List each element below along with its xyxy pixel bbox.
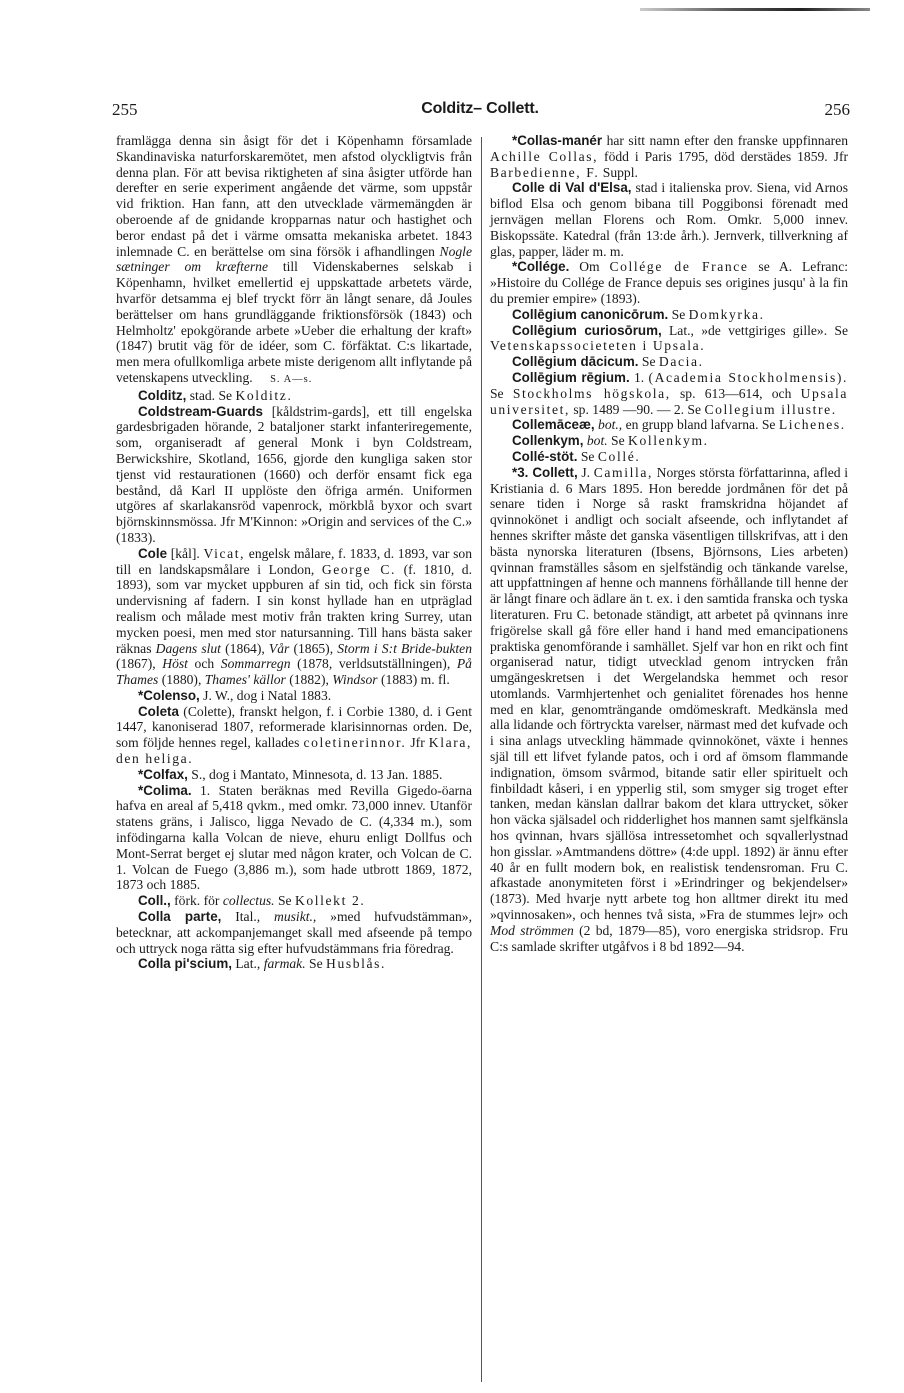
entry-text: se A. Lefranc: »Histoire du Collége de France depuis ses origines jusqu' à la fin du premier empire» (1893).	[490, 259, 849, 306]
headword: *Colenso,	[138, 687, 200, 703]
entry-text: förk. för	[174, 893, 220, 909]
spaced-name: George C.	[321, 561, 397, 577]
entry-text: (2 bd, 1879—85), voro energiska stridsrop. Fru C:s samlade skrifter utgåfvos i 8 bd 1892—94.	[490, 922, 849, 954]
entry-text: och	[194, 656, 215, 672]
entry-collegium-regium	[490, 370, 848, 417]
entry-text: Se	[490, 385, 504, 401]
entry-text: (1867),	[116, 656, 156, 672]
entry-text: 1. Staten beräknas med Revilla Gigedo-öarna hafva en areal af 5,418 qvkm., med omkr. 73,000 innev. Utanför statens gräns, i Jalisco, ligga Nevado de C. (4,334 m.), som infödingarna kalla Volcan de nieve, ehuru enligt Dollfus och Mont-Serrat berget ej slutar med någon krater, och Volcan de C. 1. Volcan de Fuego (3,886 m.), som hade utbrott 1869, 1872, 1873 och 1885.	[116, 782, 472, 893]
headword: *Collas-manér	[512, 133, 603, 148]
author-signature: S. A—s.	[270, 373, 313, 385]
entry-text: [kål].	[170, 545, 200, 561]
cross-reference: Collé.	[597, 448, 641, 464]
abbreviation: collectus.	[222, 893, 275, 909]
entry-colle-stot	[490, 449, 848, 465]
cross-reference: Dacia.	[658, 354, 704, 370]
entry-text: S., dog i Mantato, Minnesota, d. 13 Jan. 1885.	[191, 766, 443, 782]
work-title: Vår	[268, 640, 290, 656]
cross-reference: Stockholms högskola,	[512, 385, 671, 401]
cross-reference: Klara, den heliga.	[116, 735, 472, 767]
entry-text: 1.	[633, 369, 645, 385]
headword: Colla parte,	[138, 909, 222, 925]
entry-text: »med hufvudstämman», betecknar, att ackompanjemanget skall med afseende på tempo och uttryck noga rätta sig efter hufvudstämmans fria föredrag.	[116, 909, 473, 956]
entry-text: (f. 1810, d. 1893), som var mycket uppburen af sin tid, och fick sin första undervisning af fadern. I sin konst hyllade han en utpräglad realism och målade mest motiv från trakten kring Surrey, utan mycken poesi, men med stor natursanning. Till hans bästa saker räknas	[116, 561, 472, 656]
entry-text: Jfr	[410, 735, 425, 751]
headword: Collēgium curiosōrum,	[512, 322, 662, 338]
page-header	[110, 100, 850, 124]
entry-text: sp. 1489 —90. — 2. Se	[573, 401, 702, 417]
headword: Coldstream-Guards	[138, 403, 264, 419]
entry-text: Se	[671, 306, 686, 322]
scan-edge-mark	[640, 8, 870, 11]
entry-text: (1882),	[289, 672, 329, 688]
headword: Colla pi'scium,	[138, 956, 232, 972]
spaced-name: coletinerinnor.	[303, 735, 407, 751]
entry-cole	[116, 546, 472, 688]
entry-collegium-curiosorum	[490, 323, 848, 355]
entry-collegium-dacicum	[490, 354, 848, 370]
entry-collemaceae	[490, 417, 848, 433]
entry-text: en grupp bland lafvarna. Se	[625, 417, 776, 433]
entry-text: stad i italienska prov. Siena, vid Arnos biflod Elsa och genom bibana till Poggibonsi förenadt med jernvägen mellan Florens och Rom. Omkr. 5,000 innev. Biskopssäte. Katedral (från 13:de årh.). Jernverk, tillverkning af glas, papper, läder m. m.	[490, 180, 848, 259]
entry-text: sp. 613—614, och	[680, 385, 792, 401]
spaced-name: Achille Collas,	[490, 148, 599, 164]
entry-continuation	[116, 133, 472, 388]
spaced-name: Camilla,	[593, 464, 653, 480]
headword: *3. Collett,	[512, 464, 578, 480]
entry-text: framlägga denna sin åsigt för det i Köpenhamn församlade Skandinaviska naturforskaremötet, men afstod olyckligtvis från denna plan. För att bevisa riktigheten af sina åsigter utförde han derefter en serie experiment angående det värme, som uppstår vid friktion. Han fann, att den utvecklade värmemängden är oberoende af de gnidande kropparnas natur och hastighet och beror endast på det i värme omsatta mekaniska arbetet. 1843 inlemnade C. en berättelse om sina försök i afhandlingen	[116, 133, 472, 259]
entry-text: Om	[579, 259, 600, 275]
entry-text: (Colette), franskt helgon, f. i Corbie 1380, d. i Gent 1447, kanoniserad 1807, reformerade klarisinnornas orden. De, som följde hennes regel, kallades	[116, 703, 472, 751]
entry-text: Lat.,	[235, 956, 261, 972]
headword: Coleta	[138, 703, 179, 719]
entry-colenso	[116, 688, 472, 704]
work-title: Sommarregn	[220, 656, 291, 672]
cross-reference: Kolditz.	[235, 387, 293, 403]
cross-reference: Lichenes.	[778, 417, 846, 433]
entry-colla-parte	[116, 909, 472, 956]
entry-text: Suppl.	[602, 164, 638, 180]
work-title: Thames' källor	[204, 672, 286, 688]
entry-text: (1864),	[225, 640, 265, 656]
right-column	[490, 133, 848, 954]
work-title: Windsor	[332, 672, 378, 688]
entry-collas-maner	[490, 133, 848, 180]
headword: Collēgium dācicum.	[512, 354, 639, 370]
headword: *Colima.	[138, 782, 192, 798]
entry-text: Se	[641, 354, 656, 370]
entry-text: Ital.,	[235, 909, 261, 925]
entry-text: J. W., dog i Natal 1883.	[203, 687, 332, 703]
entry-colla-piscium	[116, 956, 472, 972]
entry-colfax	[116, 767, 472, 783]
abbreviation: bot.	[586, 433, 608, 449]
cross-reference: Domkyrka.	[688, 306, 765, 322]
page-number-left: 255	[112, 100, 138, 119]
entry-text: Se	[309, 956, 323, 972]
work-title: Storm i S:t Bride-bukten	[337, 640, 473, 656]
entry-text: Se	[611, 433, 625, 449]
entry-text: till Videnskabernes selskab i Köpenhamn, hvilket emellertid ej uppskattade arbetets värde, hvarför detsamma ej blef tryckt förr än långt senare, då Joules berättelser om hans grundläggande friktionsförsök (1843) och Helmholtz' epokgörande arbete »Ueber die erhaltung der kraft» (1847) brutit väg för de idéer, som C. förfäktat. C:s likartade, men mera ofullkomliga arbete miste derigenom allt inflytande på vetenskapens utveckling.	[116, 259, 472, 385]
abbreviation: musikt.,	[274, 909, 317, 925]
entry-coldstream-guards	[116, 404, 472, 546]
cross-reference: Kollenkym.	[628, 433, 709, 449]
work-title: Nogle sætninger om kræfterne	[116, 243, 472, 275]
entry-colditz	[116, 388, 472, 404]
entry-text: J.	[581, 464, 591, 480]
entry-text: (1880),	[161, 672, 202, 688]
entry-collenkym	[490, 433, 848, 449]
left-column	[116, 133, 472, 972]
entry-text: Lat., »de vettgiriges gille». Se	[669, 322, 848, 338]
page-number-right: 256	[824, 100, 850, 119]
work-title: På Thames	[116, 656, 472, 688]
headword: Colditz,	[138, 387, 187, 403]
headword: Coll.,	[138, 893, 171, 909]
headword: Collemāceæ,	[512, 417, 595, 433]
entry-coll	[116, 893, 472, 909]
entry-collegium-canonicorum	[490, 307, 848, 323]
entry-text: Se	[277, 893, 292, 909]
cross-reference: Collegium illustre.	[704, 401, 837, 417]
entry-text: Se	[580, 448, 595, 464]
running-title: Colditz– Collett.	[421, 100, 539, 117]
headword: Colle di Val d'Elsa,	[512, 180, 632, 196]
entry-text: Norges största författarinna, afled i Kristiania d. 6 Mars 1895. Hon beredde jordmånen för det på senare tiden i Norge så raskt framskridna höjandet af qvinnokönet i andligt och socialt afseende, och inflytandet af hennes skrifter måste det ganska väsentligen tillskrifvas, att i den bästa nynorska literaturen (Ibsens, Björnsons, Lies arbeten) qvinnan framställes såsom en sjelfständig och tänkande varelse, att uppfattningen af henne och mannens förhållande till henne der är långt finare och ädlare än t. ex. i den samtida franska och tyska literaturen. Fru C. betonade ständigt, att arbetet på qvinnans inre frigörelse skall gå före eller hand i hand med emancipationens praktiska genomförande i samhället. Sjelf var hon en rikt och fint organiserad natur, tidigt utvecklad genom intrycken från umgängeskretsen i det Wergelandska hemmet och resor utomlands. Varmhjertenhet och genialitet förenades hos henne med en klar, genomträngande omdömeskraft. Medkänsla med alla lidande och förtryckta varelser, närmast med det kufvade och i sina anlags utveckling hämmade qvinnokönet, växte i hennes själ till ett lifvet fylande patos, och i ord af ömsom flammande indignation, ömsom svårmod, bitande satir eller spirituelt och finbildadt kåseri, i en ypperlig stil, som smyger sig troget efter tanken, medan känslan dallrar bakom det klara uttrycket, söker hon väcka själsadel och ridderlighet hos mannen samt sjelfkänsla hos qvinnan, hvars själlösa intressetomhet och sqvallerlystnad hon gisslar. »Amtmandens döttre» (4:de uppl. 1892) är ännu efter 40 år en fullt modern bok, en realistisk tendensroman. Fru C. afkastade anonymiteten först i »Erindringer og bekjendelser» (1873). Med hvarje nytt arbete tog hon alltmer direkt itu med »qvinnosaken», och hennes två sista, »Fra de stummes lejr» och	[490, 464, 849, 923]
headword: Collenkym,	[512, 433, 584, 449]
entry-text: engelsk målare, f. 1833, d. 1893, var son till en landskapsmålare i London,	[116, 545, 472, 577]
entry-text: född i Paris 1795, död derstädes 1859. Jfr	[604, 148, 848, 164]
headword: Collēgium rēgium.	[512, 369, 630, 385]
cross-reference: Husblås.	[326, 956, 387, 972]
entry-coleta	[116, 704, 472, 767]
headword: *Collége.	[512, 259, 570, 275]
entry-text: (1865),	[293, 640, 334, 656]
entry-colima	[116, 783, 472, 894]
entry-text: (1878, verldsutställningen),	[297, 656, 451, 672]
cross-reference: Kollekt 2.	[294, 893, 366, 909]
cross-reference: Vetenskapssocieteten i Upsala.	[490, 338, 706, 354]
column-divider	[481, 137, 482, 1382]
spaced-name: Collége de France	[609, 259, 749, 275]
headword: Collēgium canonicōrum.	[512, 306, 669, 322]
entry-text: stad. Se	[189, 387, 233, 403]
work-title: Höst	[162, 656, 188, 672]
cross-reference: Barbedienne, F.	[490, 164, 600, 180]
entry-text: har sitt namn efter den franske uppfinnaren	[606, 133, 848, 148]
cross-reference: Upsala universitet,	[490, 385, 848, 417]
entry-text: (1883) m. fl.	[381, 672, 450, 688]
abbreviation: bot.,	[598, 417, 623, 433]
spaced-name: Vicat,	[203, 545, 246, 561]
spaced-name: (Academia Stockholmensis).	[648, 369, 848, 385]
entry-college	[490, 259, 848, 306]
headword: Cole	[138, 545, 168, 561]
abbreviation: farmak.	[263, 956, 306, 972]
work-title: Dagens slut	[155, 640, 221, 656]
headword: Collé-stöt.	[512, 448, 578, 464]
headword: *Colfax,	[138, 766, 188, 782]
entry-text: [kåldstrim-gards], ett till engelska gardesbrigaden hörande, 2 bataljoner starkt infanteriregemente, som, organiseradt af general Monk i byn Coldstream, Berwickshire, Skotland, 1656, gjorde den kungliga saken stor tjenst vid restaurationen (1660) och derför ensamt fick ega bestånd, då Karl II upplöste den öfriga armén. Uniformen utgöres af skarlakansröd vapenrock, mörkblå byxor och svart björnskinnsmössa. Jfr M'Kinnon: »Origin and services of the C.» (1833).	[116, 403, 472, 545]
entry-colle-di-val-delsa	[490, 180, 848, 259]
work-title: Mod strömmen	[490, 922, 574, 938]
entry-collett	[490, 465, 848, 955]
